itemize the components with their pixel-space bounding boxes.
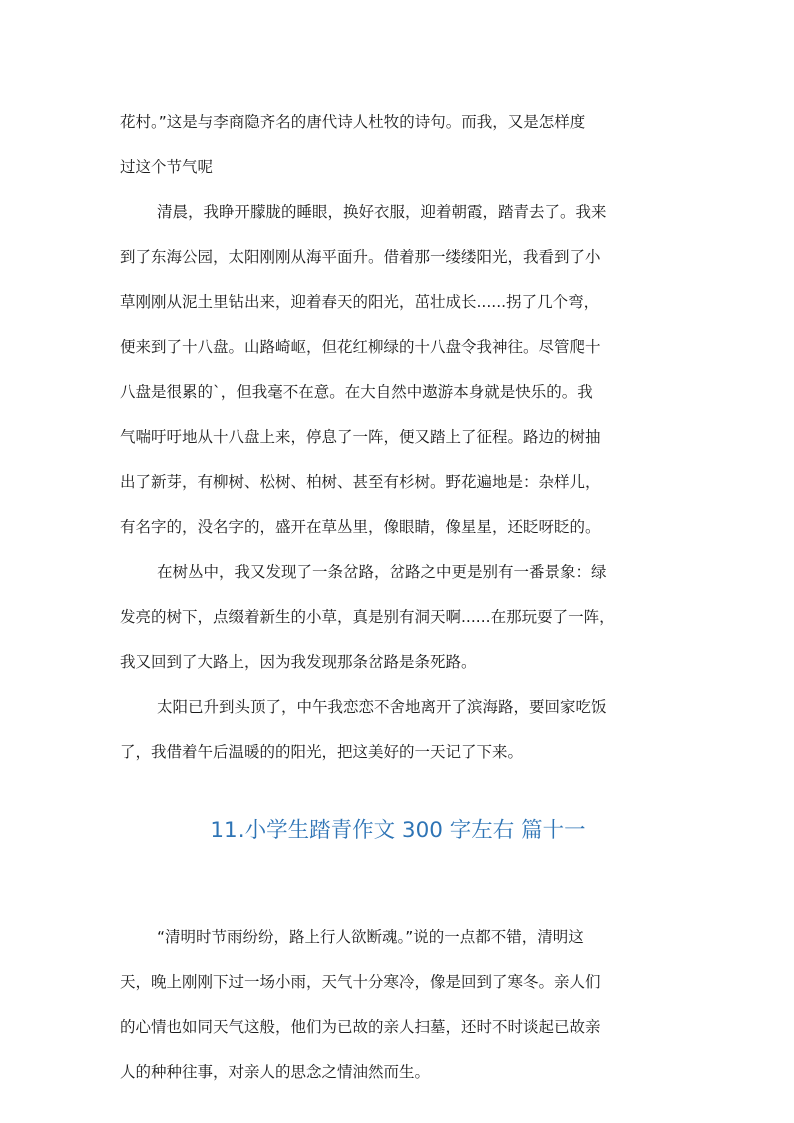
text-line: 发亮的树下，点缀着新生的小草，真是别有洞天啊......在那玩耍了一阵， — [120, 608, 615, 626]
text-line: 人的种种往事，对亲人的思念之情油然而生。 — [120, 1063, 431, 1081]
text-line: 到了东海公园，太阳刚刚从海平面升。借着那一缕缕阳光，我看到了小 — [120, 248, 601, 266]
text-line: 草刚刚从泥土里钻出来，迎着春天的阳光，茁壮成长......拐了几个弯， — [120, 293, 600, 311]
text-line: 便来到了十八盘。山路崎岖，但花红柳绿的十八盘令我神往。尽管爬十 — [120, 338, 601, 356]
text-line: 气喘吁吁地从十八盘上来，停息了一阵，便又踏上了征程。路边的树抽 — [120, 428, 601, 446]
text-line: 八盘是很累的`，但我毫不在意。在大自然中遨游本身就是快乐的。我 — [120, 383, 593, 401]
text-line: 我又回到了大路上，因为我发现那条岔路是条死路。 — [120, 653, 477, 671]
text-line: 的心情也如同天气这般，他们为已故的亲人扫墓，还时不时谈起已故亲 — [120, 1018, 601, 1036]
text-line: 过这个节气呢 — [120, 158, 214, 176]
paragraph-qingming — [120, 915, 676, 1095]
text-line: 太阳已升到头顶了，中午我恋恋不舍地离开了滨海路，要回家吃饭 — [157, 698, 607, 716]
text-line: 在树丛中，我又发现了一条岔路，岔路之中更是别有一番景象：绿 — [157, 563, 607, 581]
text-line: 了，我借着午后温暖的的阳光，把这美好的一天记了下来。 — [120, 743, 524, 761]
text-line: 出了新芽，有柳树、松树、柏树、甚至有杉树。野花遍地是：杂样儿， — [120, 473, 601, 491]
text-line: 天，晚上刚刚下过一场小雨，天气十分寒冷，像是回到了寒冬。亲人们 — [120, 973, 601, 991]
paragraph-morning — [120, 190, 676, 550]
document-page — [120, 100, 676, 1095]
spacer — [120, 860, 676, 915]
text-line: “清明时节雨纷纷，路上行人欲断魂。”说的一点都不错，清明这 — [157, 928, 584, 946]
paragraph-fork-road — [120, 550, 676, 685]
section-heading: 11.小学生踏青作文 300 字左右 篇十一 — [210, 818, 586, 843]
paragraph-continued — [120, 100, 676, 190]
paragraph-noon — [120, 685, 676, 775]
text-line: 清晨，我睁开朦胧的睡眼，换好衣服，迎着朝霞，踏青去了。我来 — [157, 203, 607, 221]
text-line: 花村。”这是与李商隐齐名的唐代诗人杜牧的诗句。而我，又是怎样度 — [120, 113, 586, 131]
text-line: 有名字的，没名字的，盛开在草丛里，像眼睛，像星星，还眨呀眨的。 — [120, 518, 601, 536]
